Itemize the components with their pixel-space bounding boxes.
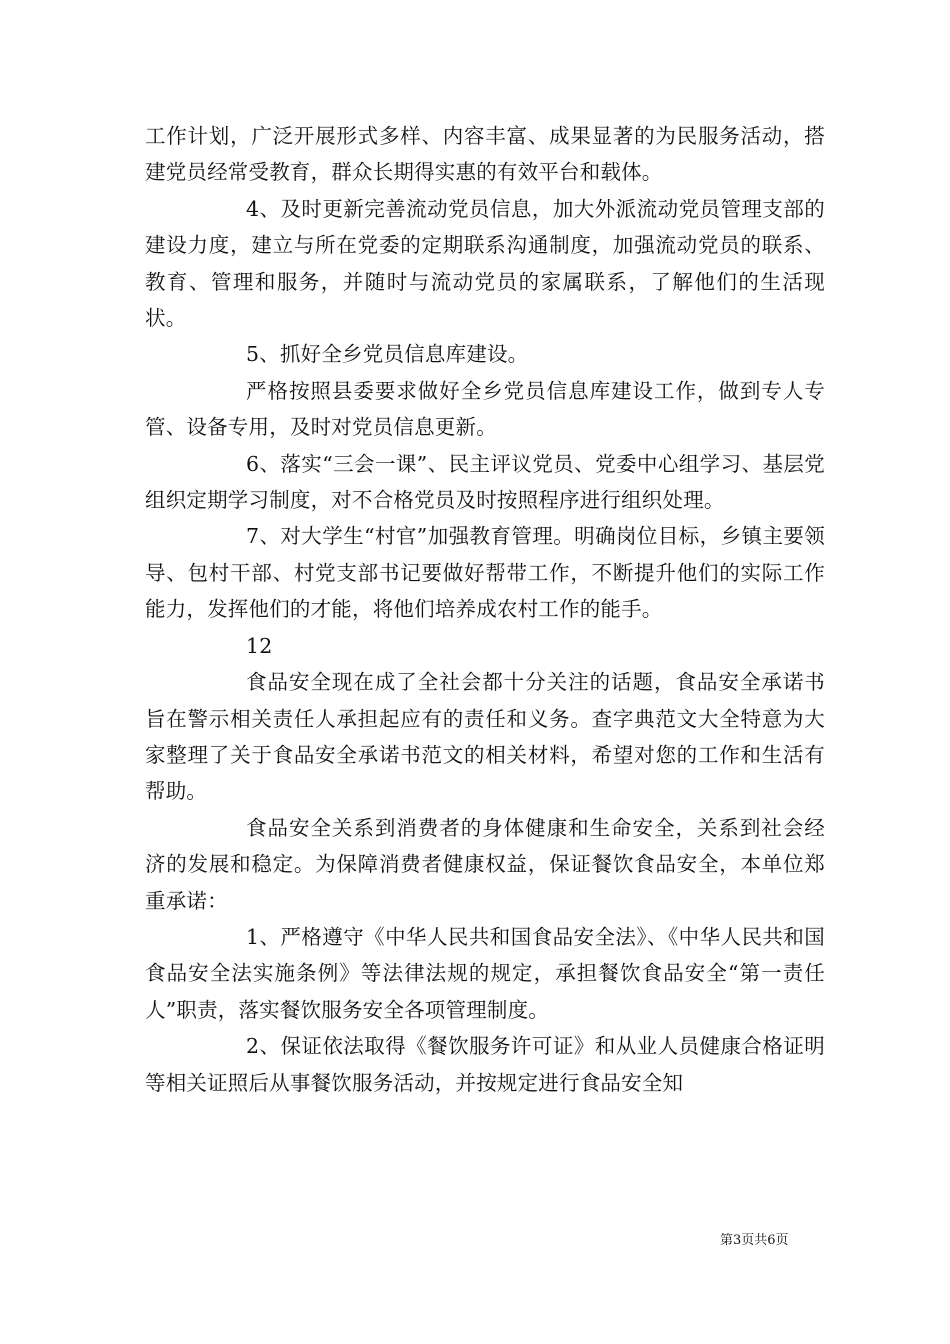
paragraph-item-6: 6、落实“三会一课”、民主评议党员、党委中心组学习、基层党组织定期学习制度，对不合格党员及时按照程序进行组织处理。 <box>145 451 825 513</box>
document-body <box>145 118 825 1101</box>
paragraph-number-12: 12 <box>246 633 273 658</box>
paragraph-item-4: 4、及时更新完善流动党员信息，加大外派流动党员管理支部的建设力度，建立与所在党委的定期联系沟通制度，加强流动党员的联系、教育、管理和服务，并随时与流动党员的家属联系，了解他们的生活现状。 <box>145 196 825 331</box>
paragraph-pledge-item-2: 2、保证依法取得《餐饮服务许可证》和从业人员健康合格证明等相关证照后从事餐饮服务活动，并按规定进行食品安全知 <box>145 1034 825 1095</box>
paragraph-continuation: 工作计划，广泛开展形式多样、内容丰富、成果显著的为民服务活动，搭建党员经常受教育，群众长期得实惠的有效平台和载体。 <box>145 124 825 185</box>
paragraph-food-safety-intro: 食品安全现在成了全社会都十分关注的话题，食品安全承诺书旨在警示相关责任人承担起应有的责任和义务。查字典范文大全特意为大家整理了关于食品安全承诺书范文的相关材料，希望对您的工作和生活有帮助。 <box>145 670 825 804</box>
paragraph-item-5: 5、抓好全乡党员信息库建设。 <box>246 342 529 367</box>
page-number-footer: 第3页共6页 <box>720 1233 789 1248</box>
paragraph-food-safety-pledge: 食品安全关系到消费者的身体健康和生命安全，关系到社会经济的发展和稳定。为保障消费者健康权益，保证餐饮食品安全，本单位郑重承诺： <box>145 815 825 913</box>
paragraph-item-7: 7、对大学生“村官”加强教育管理。明确岗位目标，乡镇主要领导、包村干部、村党支部书记要做好帮带工作，不断提升他们的实际工作能力，发挥他们的才能，将他们培养成农村工作的能手。 <box>145 524 825 622</box>
paragraph-item-5-detail: 严格按照县委要求做好全乡党员信息库建设工作，做到专人专管、设备专用，及时对党员信息更新。 <box>145 378 825 440</box>
paragraph-pledge-item-1: 1、严格遵守《中华人民共和国食品安全法》、《中华人民共和国食品安全法实施条例》等法律法规的规定，承担餐饮食品安全“第一责任人”职责，落实餐饮服务安全各项管理制度。 <box>145 924 825 1022</box>
